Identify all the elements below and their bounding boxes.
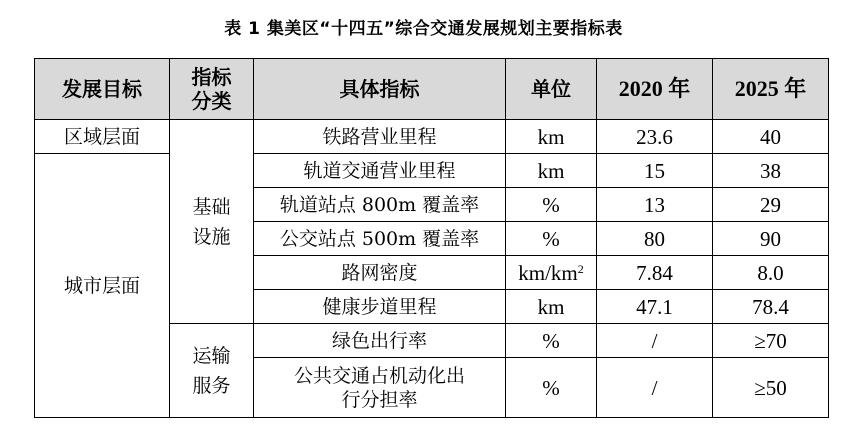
- unit-base: km/km: [518, 260, 578, 285]
- value-2020-cell: /: [597, 324, 713, 358]
- header-row: [35, 59, 829, 120]
- indicator-table: [34, 58, 829, 418]
- value-2020-cell: 23.6: [597, 120, 713, 154]
- category-infrastructure: [170, 120, 254, 324]
- header-indicator: 具体指标: [254, 59, 506, 120]
- value-2025-cell: 29: [713, 188, 829, 222]
- indicator-cell: 路网密度: [254, 256, 506, 290]
- unit-superscript: 2: [577, 261, 584, 276]
- header-category: [170, 59, 254, 120]
- value-2020-cell: 80: [597, 222, 713, 256]
- header-goal: 发展目标: [35, 59, 170, 120]
- unit-cell: %: [506, 324, 597, 358]
- unit-cell: km: [506, 154, 597, 188]
- category-infrastructure-line2: 设施: [192, 225, 231, 248]
- value-2020-cell: /: [597, 358, 713, 418]
- value-2020-cell: 47.1: [597, 290, 713, 324]
- indicator-cell: [254, 358, 506, 418]
- header-unit: 单位: [506, 59, 597, 120]
- value-2025-cell: 90: [713, 222, 829, 256]
- indicator-line1: 公共交通占机动化出: [293, 364, 465, 387]
- value-2025-cell: ≥70: [713, 324, 829, 358]
- header-2020: 2020 年: [597, 59, 713, 120]
- indicator-cell: 绿色出行率: [254, 324, 506, 358]
- table-row: [35, 154, 829, 188]
- indicator-line2: 行分担率: [341, 388, 418, 411]
- value-2020-cell: 13: [597, 188, 713, 222]
- unit-cell: %: [506, 188, 597, 222]
- value-2025-cell: 8.0: [713, 256, 829, 290]
- indicator-cell: 公交站点 500m 覆盖率: [254, 222, 506, 256]
- value-2020-cell: 7.84: [597, 256, 713, 290]
- category-transport-line2: 服务: [192, 374, 231, 397]
- goal-regional: 区域层面: [35, 120, 170, 154]
- unit-cell: km: [506, 120, 597, 154]
- value-2025-cell: 40: [713, 120, 829, 154]
- header-category-line1: 指标: [191, 65, 232, 89]
- goal-city: 城市层面: [35, 154, 170, 418]
- category-transport-line1: 运输: [192, 344, 231, 367]
- value-2025-cell: 38: [713, 154, 829, 188]
- table-caption: 表 1 集美区“十四五”综合交通发展规划主要指标表: [224, 19, 623, 39]
- header-2025: 2025 年: [713, 59, 829, 120]
- value-2025-cell: ≥50: [713, 358, 829, 418]
- category-transport-service: [170, 324, 254, 418]
- unit-cell: %: [506, 222, 597, 256]
- indicator-cell: 轨道交通营业里程: [254, 154, 506, 188]
- unit-cell: [506, 256, 597, 290]
- indicator-cell: 轨道站点 800m 覆盖率: [254, 188, 506, 222]
- indicator-cell: 健康步道里程: [254, 290, 506, 324]
- value-2025-cell: 78.4: [713, 290, 829, 324]
- table-row: [35, 120, 829, 154]
- category-infrastructure-line1: 基础: [192, 195, 231, 218]
- header-category-line2: 分类: [191, 89, 232, 113]
- unit-cell: km: [506, 290, 597, 324]
- unit-cell: %: [506, 358, 597, 418]
- indicator-cell: 铁路营业里程: [254, 120, 506, 154]
- value-2020-cell: 15: [597, 154, 713, 188]
